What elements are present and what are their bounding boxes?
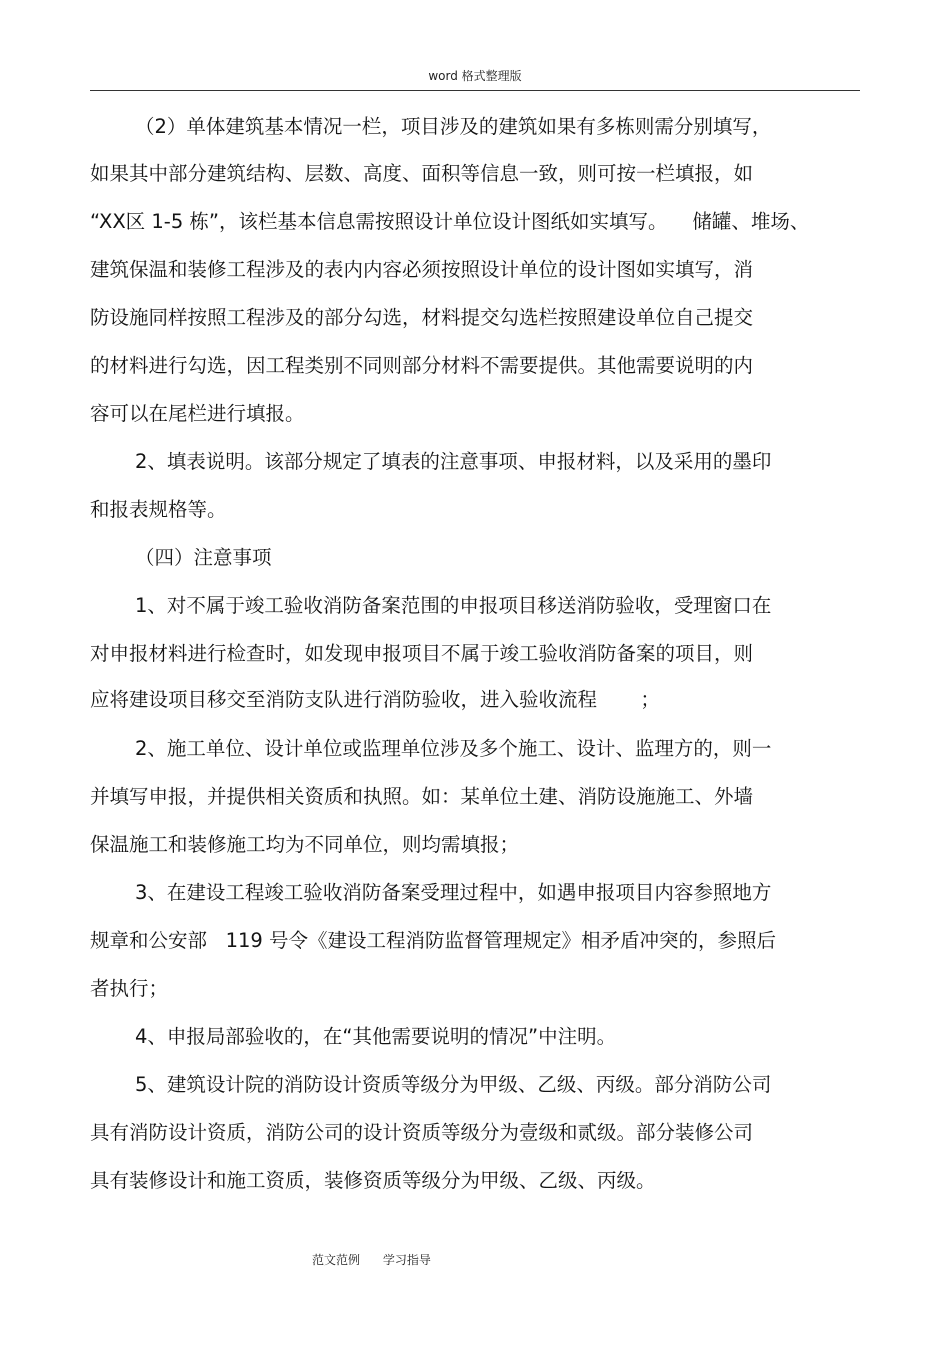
- text-line: 和报表规格等。: [90, 498, 227, 521]
- text-line: 2、填表说明。该部分规定了填表的注意事项、申报材料，以及采用的墨印: [135, 450, 772, 473]
- page-header: word 格式整理版: [428, 69, 522, 83]
- text-line: “XX区 1-5 栋”，该栏基本信息需按照设计单位设计图纸如实填写。 储罐、堆场、: [90, 210, 810, 233]
- header-divider: [90, 90, 860, 91]
- text-line: 3、在建设工程竣工验收消防备案受理过程中，如遇申报项目内容参照地方: [135, 881, 772, 904]
- text-line: 具有消防设计资质，消防公司的设计资质等级分为壹级和贰级。部分装修公司: [90, 1121, 754, 1144]
- text-line: 并填写申报，并提供相关资质和执照。如：某单位土建、消防设施施工、外墙: [90, 785, 754, 808]
- text-line: 容可以在尾栏进行填报。: [90, 402, 305, 425]
- text-line: 应将建设项目移交至消防支队进行消防验收，进入验收流程 ；: [90, 688, 660, 711]
- text-line: 建筑保温和装修工程涉及的表内内容必须按照设计单位的设计图如实填写，消: [90, 258, 754, 281]
- text-line: 如果其中部分建筑结构、层数、高度、面积等信息一致，则可按一栏填报，如: [90, 162, 754, 185]
- text-line: 防设施同样按照工程涉及的部分勾选，材料提交勾选栏按照建设单位自己提交: [90, 306, 754, 329]
- text-line: 保温施工和装修施工均为不同单位，则均需填报；: [90, 833, 520, 856]
- text-line: 规章和公安部 119 号令《建设工程消防监督管理规定》相矛盾冲突的，参照后: [90, 929, 777, 952]
- text-line: 5、建筑设计院的消防设计资质等级分为甲级、乙级、丙级。部分消防公司: [135, 1073, 772, 1096]
- text-line: （2）单体建筑基本情况一栏，项目涉及的建筑如果有多栋则需分别填写，: [135, 115, 772, 138]
- text-line: 的材料进行勾选，因工程类别不同则部分材料不需要提供。其他需要说明的内: [90, 354, 754, 377]
- text-line: 1、对不属于竣工验收消防备案范围的申报项目移送消防验收，受理窗口在: [135, 594, 772, 617]
- section-heading: （四）注意事项: [135, 546, 272, 569]
- page-footer: 范文范例 学习指导: [312, 1253, 431, 1267]
- text-line: 具有装修设计和施工资质，装修资质等级分为甲级、乙级、丙级。: [90, 1169, 656, 1192]
- text-line: 4、申报局部验收的，在“其他需要说明的情况”中注明。: [135, 1025, 617, 1048]
- text-line: 者执行；: [90, 977, 169, 1000]
- text-line: 2、施工单位、设计单位或监理单位涉及多个施工、设计、监理方的，则一: [135, 737, 772, 760]
- text-line: 对申报材料进行检查时，如发现申报项目不属于竣工验收消防备案的项目，则: [90, 642, 754, 665]
